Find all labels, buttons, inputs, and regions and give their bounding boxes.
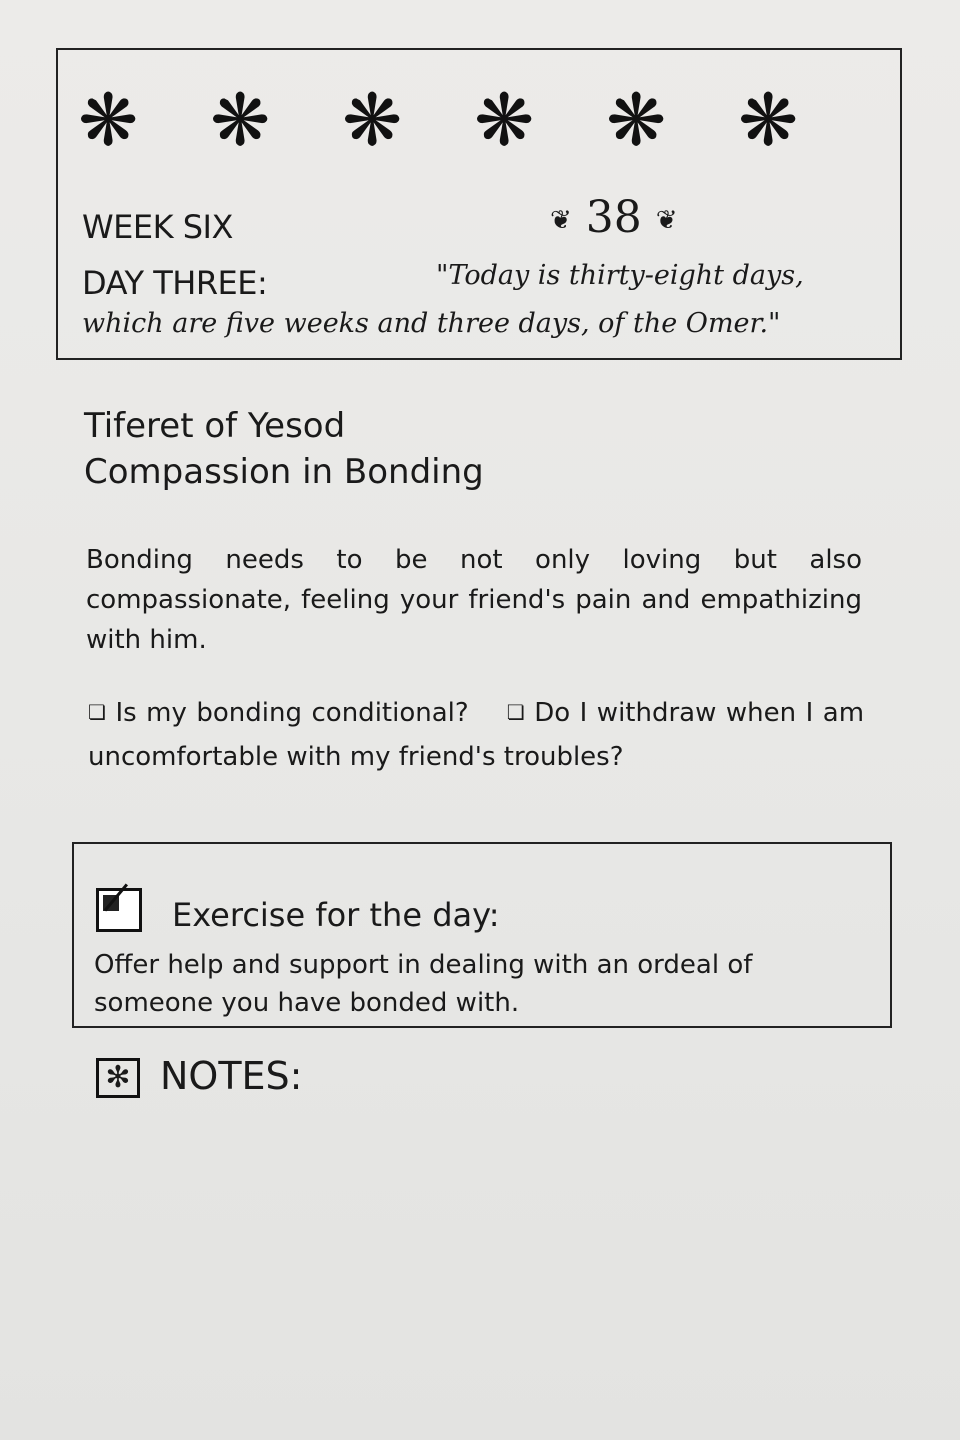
snowflake-square-icon: ✻ [96,1058,140,1098]
exercise-text: Offer help and support in dealing with an ordeal of someone you have bonded with. [94,950,753,1018]
star-icon: ❋ [474,78,535,162]
star-icon: ❋ [342,78,403,162]
check-square-icon [96,888,142,932]
checkbox-icon: ❏ [88,700,106,724]
exercise-title: Exercise for the day: [172,896,500,934]
sefirah-subtitle: Compassion in Bonding [84,452,484,492]
star-icon: ❋ [738,78,799,162]
star-icon: ❋ [78,78,139,162]
day-number [550,192,678,243]
omer-count-line-2: which are five weeks and three days, of the Omer." [82,308,781,339]
week-label: WEEK SIX [82,208,233,246]
star-icon: ❋ [210,78,271,162]
omer-count-line-1: "Today is thirty-eight days, [436,260,804,291]
day-label: DAY THREE: [82,264,268,302]
reflection-questions [88,690,864,779]
checkbox-icon: ❏ [506,700,525,724]
body-paragraph: Bonding needs to be not only loving but also compassionate, feeling your friend's pain and empathizing with him. [86,545,862,655]
notes-label: NOTES: [160,1054,303,1098]
day-header-box [56,48,902,360]
sefirah-title: Tiferet of Yesod [84,406,346,446]
week-stars [78,80,798,160]
exercise-box [72,842,892,1028]
question-2: Do I withdraw when I am uncomfortable with my friend's troubles? [88,698,865,772]
question-1: Is my bonding conditional? [115,698,469,728]
ornament-right-icon: ❦ [655,205,678,236]
ornament-left-icon: ❦ [550,205,572,236]
star-icon: ❋ [606,78,667,162]
day-number-value: 38 [585,192,642,243]
